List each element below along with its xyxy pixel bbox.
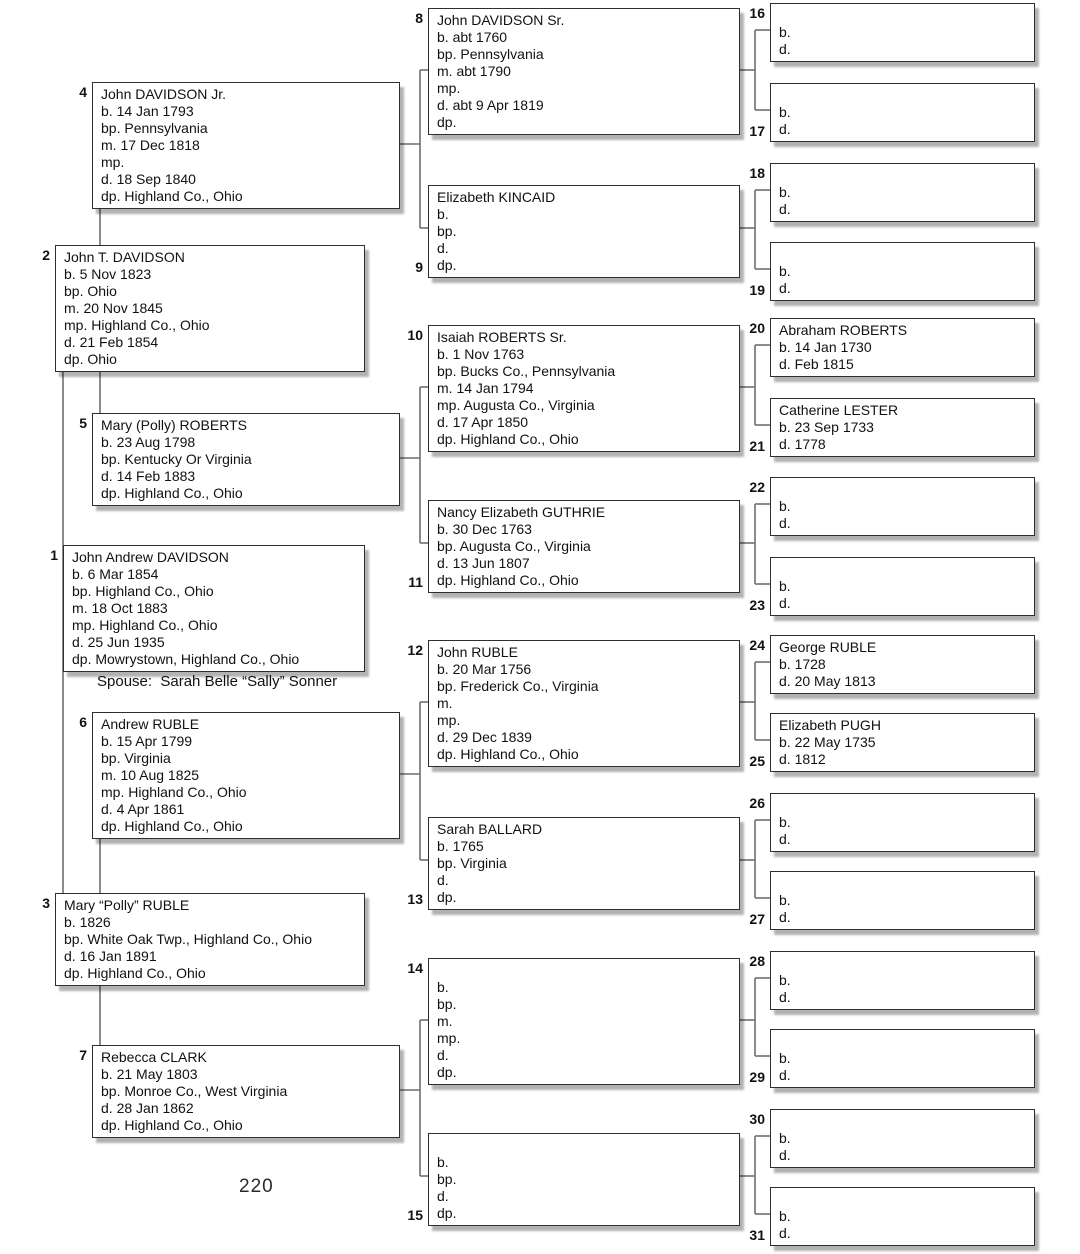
person-detail: b. 23 Sep 1733 (779, 419, 874, 435)
person-detail: dp. Highland Co., Ohio (101, 1117, 243, 1133)
person-number: 11 (408, 574, 423, 590)
person-box-14 (407, 958, 740, 1085)
person-detail: b. 21 May 1803 (101, 1066, 198, 1082)
person-detail: b. 15 Apr 1799 (101, 733, 193, 749)
person-detail: b. 14 Jan 1793 (101, 103, 194, 119)
person-number: 7 (79, 1047, 87, 1063)
person-detail: d. (779, 121, 791, 137)
person-detail: b. (779, 24, 791, 40)
person-detail: d. (779, 280, 791, 296)
person-box-27 (749, 871, 1035, 930)
person-number: 27 (749, 911, 765, 927)
person-detail: bp. White Oak Twp., Highland Co., Ohio (64, 931, 312, 947)
person-detail: b. 20 Mar 1756 (437, 661, 532, 677)
person-number: 18 (749, 165, 765, 181)
person-box-22 (749, 477, 1035, 536)
person-name: Isaiah ROBERTS Sr. (437, 329, 567, 345)
person-name: Rebecca CLARK (101, 1049, 207, 1065)
person-detail: b. abt 1760 (437, 29, 508, 45)
person-detail: b. 23 Aug 1798 (101, 434, 196, 450)
person-name (779, 1191, 1028, 1208)
person-detail: d. (779, 1147, 791, 1163)
person-detail: bp. (437, 223, 457, 239)
person-detail: d. (779, 41, 791, 57)
person-name (437, 1137, 733, 1154)
person-detail: b. 30 Dec 1763 (437, 521, 532, 537)
person-detail: b. (437, 979, 449, 995)
person-number: 23 (749, 597, 765, 613)
person-detail: dp. Highland Co., Ohio (437, 746, 579, 762)
person-detail: b. (779, 814, 791, 830)
person-detail: dp. Highland Co., Ohio (101, 188, 243, 204)
person-detail: dp. (437, 1064, 457, 1080)
person-box-10 (407, 325, 740, 452)
person-detail: b. (437, 206, 449, 222)
person-number: 17 (749, 123, 765, 139)
person-detail: m. 20 Nov 1845 (64, 300, 163, 316)
person-detail: b. (779, 892, 791, 908)
spouse-note: Spouse: Sarah Belle “Sally” Sonner (97, 673, 338, 690)
person-detail: d. 29 Dec 1839 (437, 729, 532, 745)
person-detail: bp. Bucks Co., Pennsylvania (437, 363, 616, 379)
person-detail: b. 6 Mar 1854 (72, 566, 159, 582)
person-name (779, 875, 1028, 892)
person-detail: d. (779, 831, 791, 847)
person-detail: mp. Highland Co., Ohio (72, 617, 218, 633)
person-name: John T. DAVIDSON (64, 249, 185, 265)
page-number: 220 (239, 1176, 274, 1197)
person-detail: d. (779, 1067, 791, 1083)
person-box-29 (749, 1029, 1035, 1088)
person-detail: d. (437, 872, 449, 888)
person-detail: d. 4 Apr 1861 (101, 801, 185, 817)
person-box-16 (749, 3, 1035, 62)
person-detail: dp. (437, 114, 457, 130)
person-detail: b. 22 May 1735 (779, 734, 876, 750)
person-number: 2 (42, 247, 50, 263)
person-detail: b. 5 Nov 1823 (64, 266, 152, 282)
person-detail: dp. (437, 1205, 457, 1221)
person-detail: b. (779, 1050, 791, 1066)
person-detail: bp. Augusta Co., Virginia (437, 538, 591, 554)
person-box-18 (749, 163, 1035, 222)
person-detail: d. (779, 909, 791, 925)
person-detail: m. 14 Jan 1794 (437, 380, 534, 396)
person-number: 20 (749, 320, 765, 336)
person-detail: d. (779, 1225, 791, 1241)
person-number: 6 (79, 714, 87, 730)
person-box-7 (79, 1045, 400, 1138)
person-detail: dp. Highland Co., Ohio (101, 485, 243, 501)
person-detail: b. 1728 (779, 656, 826, 672)
person-detail: m. (437, 1013, 453, 1029)
person-detail: d. 1812 (779, 751, 826, 767)
person-detail: d. 1778 (779, 436, 826, 452)
person-detail: d. (779, 515, 791, 531)
person-detail: b. (779, 498, 791, 514)
person-box-21 (749, 398, 1035, 457)
person-detail: d. 25 Jun 1935 (72, 634, 165, 650)
person-box-11 (408, 500, 740, 593)
person-detail: m. (437, 695, 453, 711)
person-detail: b. (779, 263, 791, 279)
person-detail: d. (779, 595, 791, 611)
person-detail: d. (437, 1188, 449, 1204)
person-name: John DAVIDSON Jr. (101, 86, 227, 102)
person-detail: m. 10 Aug 1825 (101, 767, 200, 783)
person-name (437, 962, 733, 979)
person-name (779, 246, 1028, 263)
person-name: Elizabeth KINCAID (437, 189, 556, 205)
person-box-2 (42, 245, 365, 372)
person-detail: mp. (437, 80, 461, 96)
person-box-3 (42, 893, 365, 986)
person-name: John RUBLE (437, 644, 518, 660)
person-box-1 (50, 545, 365, 672)
person-number: 30 (749, 1111, 765, 1127)
person-box-13 (407, 817, 740, 910)
person-number: 10 (407, 327, 423, 343)
person-detail: bp. Virginia (437, 855, 507, 871)
person-detail: dp. (437, 257, 457, 273)
person-detail: dp. Ohio (64, 351, 117, 367)
person-detail: b. (779, 184, 791, 200)
person-box-4 (79, 82, 400, 209)
person-number: 4 (79, 84, 87, 100)
person-number: 22 (749, 479, 765, 495)
person-number: 21 (749, 438, 765, 454)
person-detail: b. (779, 578, 791, 594)
person-detail: dp. Highland Co., Ohio (437, 431, 579, 447)
person-box-28 (749, 951, 1035, 1010)
person-detail: mp. Highland Co., Ohio (101, 784, 247, 800)
person-detail: mp. Augusta Co., Virginia (437, 397, 595, 413)
person-name: Nancy Elizabeth GUTHRIE (437, 504, 606, 520)
person-number: 3 (42, 895, 50, 911)
person-name (779, 167, 1028, 184)
person-number: 26 (749, 795, 765, 811)
person-detail: m. 17 Dec 1818 (101, 137, 200, 153)
person-detail: d. 28 Jan 1862 (101, 1100, 194, 1116)
person-detail: b. 1 Nov 1763 (437, 346, 525, 362)
person-detail: dp. Highland Co., Ohio (64, 965, 206, 981)
person-detail: d. Feb 1815 (779, 356, 854, 372)
person-detail: d. 17 Apr 1850 (437, 414, 529, 430)
person-box-5 (79, 413, 400, 506)
person-detail: bp. (437, 1171, 457, 1187)
person-number: 31 (749, 1227, 765, 1243)
person-detail: bp. Pennsylvania (437, 46, 544, 62)
person-detail: dp. (437, 889, 457, 905)
person-number: 24 (749, 637, 765, 653)
person-box-9 (415, 185, 740, 278)
person-number: 29 (749, 1069, 765, 1085)
person-number: 13 (407, 891, 423, 907)
person-name: Mary “Polly” RUBLE (64, 897, 190, 913)
person-box-17 (749, 83, 1035, 142)
person-detail: b. (779, 972, 791, 988)
person-name (779, 7, 1028, 24)
person-detail: dp. Highland Co., Ohio (437, 572, 579, 588)
person-detail: b. 14 Jan 1730 (779, 339, 872, 355)
person-name (779, 87, 1028, 104)
person-detail: d. (437, 1047, 449, 1063)
person-detail: bp. Frederick Co., Virginia (437, 678, 599, 694)
person-name (779, 1113, 1028, 1130)
person-number: 8 (415, 10, 423, 26)
person-box-6 (79, 712, 400, 839)
person-detail: d. (779, 989, 791, 1005)
person-detail: bp. Virginia (101, 750, 171, 766)
person-detail: bp. Monroe Co., West Virginia (101, 1083, 288, 1099)
person-name: Catherine LESTER (779, 402, 899, 418)
person-detail: d. 16 Jan 1891 (64, 948, 157, 964)
person-detail: d. 18 Sep 1840 (101, 171, 196, 187)
person-number: 19 (749, 282, 765, 298)
person-name (779, 561, 1028, 578)
person-name (779, 1033, 1028, 1050)
person-detail: b. 1826 (64, 914, 111, 930)
person-number: 16 (749, 5, 765, 21)
person-detail: m. 18 Oct 1883 (72, 600, 168, 616)
person-detail: dp. Highland Co., Ohio (101, 818, 243, 834)
person-detail: bp. Ohio (64, 283, 117, 299)
person-detail: b. 1765 (437, 838, 484, 854)
person-detail: d. 20 May 1813 (779, 673, 876, 689)
person-detail: mp. Highland Co., Ohio (64, 317, 210, 333)
person-detail: mp. (437, 1030, 461, 1046)
person-number: 25 (749, 753, 765, 769)
person-number: 9 (415, 259, 423, 275)
person-detail: b. (437, 1154, 449, 1170)
person-name: Sarah BALLARD (437, 821, 543, 837)
person-detail: d. 21 Feb 1854 (64, 334, 159, 350)
person-number: 5 (79, 415, 87, 431)
person-detail: b. (779, 1130, 791, 1146)
person-name: Elizabeth PUGH (779, 717, 881, 733)
person-detail: b. (779, 1208, 791, 1224)
person-detail: bp. Highland Co., Ohio (72, 583, 214, 599)
person-number: 12 (407, 642, 423, 658)
person-number: 1 (50, 547, 58, 563)
person-name: John DAVIDSON Sr. (437, 12, 565, 28)
person-detail: dp. Mowrystown, Highland Co., Ohio (72, 651, 300, 667)
person-name (779, 955, 1028, 972)
person-name (779, 797, 1028, 814)
person-name: John Andrew DAVIDSON (72, 549, 229, 565)
person-number: 14 (407, 960, 423, 976)
person-number: 15 (407, 1207, 423, 1223)
person-detail: bp. Pennsylvania (101, 120, 208, 136)
person-box-24 (749, 635, 1035, 694)
person-detail: bp. (437, 996, 457, 1012)
person-box-25 (749, 713, 1035, 772)
person-box-20 (749, 318, 1035, 377)
person-detail: d. 14 Feb 1883 (101, 468, 196, 484)
person-box-23 (749, 557, 1035, 616)
person-detail: d. (779, 201, 791, 217)
person-detail: d. 13 Jun 1807 (437, 555, 530, 571)
person-box-31 (749, 1187, 1035, 1246)
person-detail: mp. (101, 154, 125, 170)
person-box-15 (407, 1133, 740, 1226)
person-detail: d. abt 9 Apr 1819 (437, 97, 544, 113)
person-number: 28 (749, 953, 765, 969)
person-name: Mary (Polly) ROBERTS (101, 417, 247, 433)
person-name: Abraham ROBERTS (779, 322, 908, 338)
person-box-8 (415, 8, 740, 135)
person-name: Andrew RUBLE (101, 716, 200, 732)
person-box-12 (407, 640, 740, 767)
person-name: George RUBLE (779, 639, 877, 655)
person-box-26 (749, 793, 1035, 852)
person-detail: bp. Kentucky Or Virginia (101, 451, 252, 467)
person-detail: m. abt 1790 (437, 63, 511, 79)
person-detail: mp. (437, 712, 461, 728)
person-name (779, 481, 1028, 498)
person-detail: b. (779, 104, 791, 120)
person-detail: d. (437, 240, 449, 256)
person-box-19 (749, 242, 1035, 301)
person-box-30 (749, 1109, 1035, 1168)
